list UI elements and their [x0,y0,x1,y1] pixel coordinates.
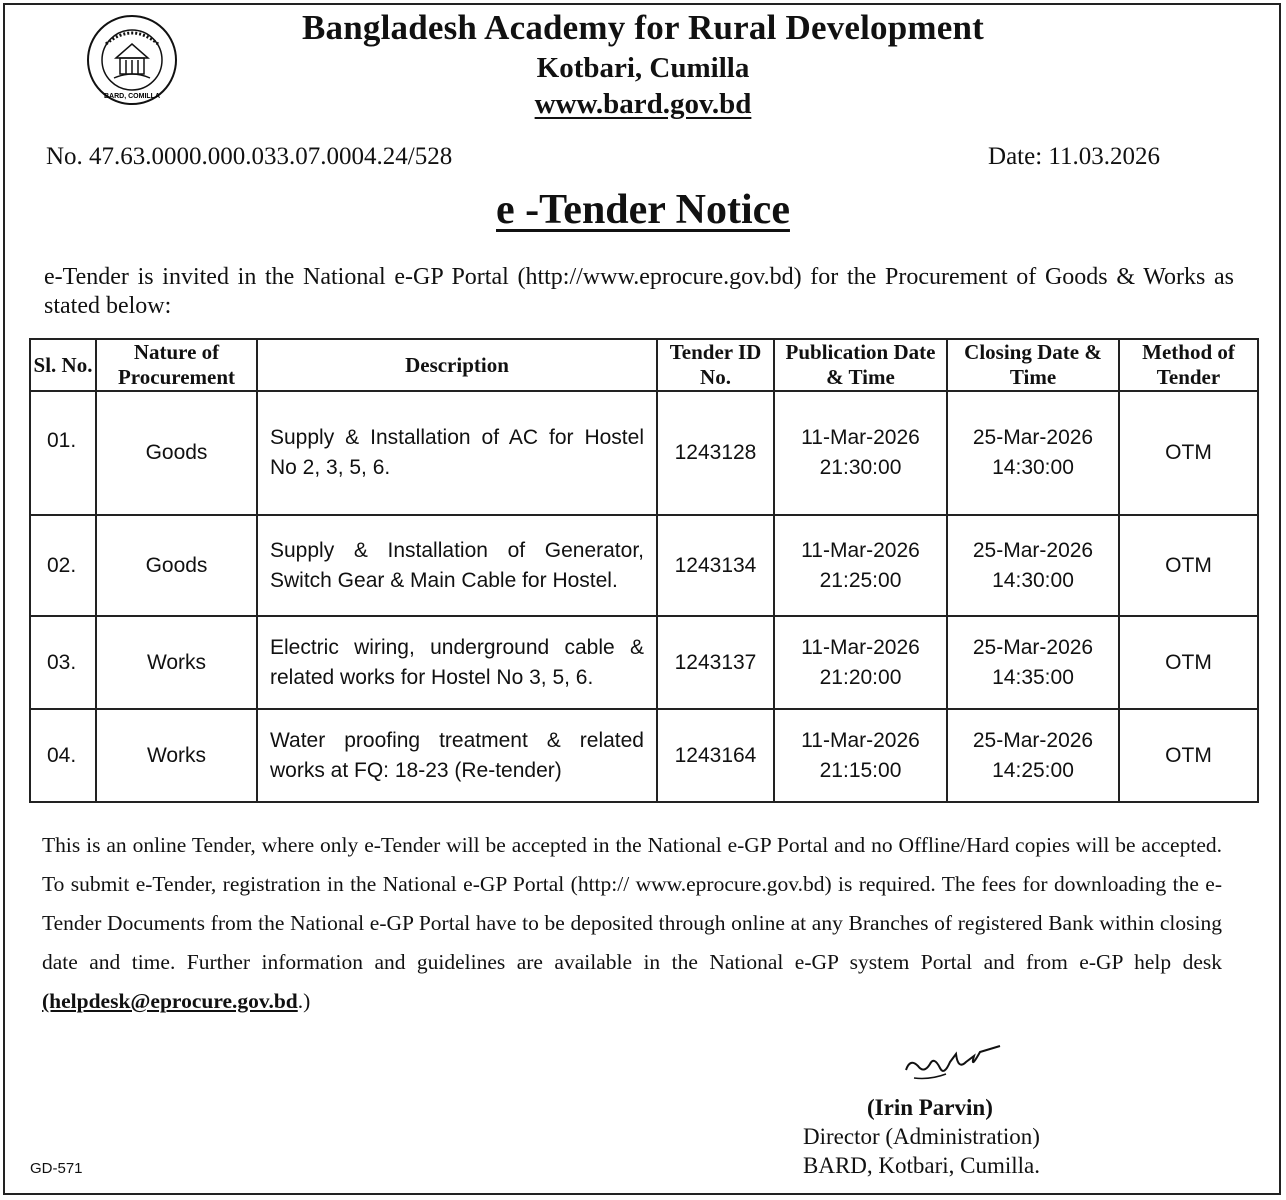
svg-text:BARD, COMILLA: BARD, COMILLA [104,93,160,100]
signature-mark [900,1040,1010,1092]
cell-method: OTM [1119,515,1258,616]
closing-time: 14:35:00 [992,665,1074,689]
cell-tender-id: 1243164 [657,709,774,802]
cell-nature: Works [96,709,257,802]
header-closing: Closing Date & Time [947,339,1119,391]
publication-time: 21:30:00 [819,456,902,479]
organization-name: Bangladesh Academy for Rural Development [301,8,985,47]
closing-time: 14:30:00 [992,456,1074,479]
notice-title: e -Tender Notice [496,187,790,233]
signatory-office: BARD, Kotbari, Cumilla. [803,1153,1041,1178]
publication-date: 11-Mar-2026 [801,538,920,562]
table-row [30,616,1258,709]
cell-publication [774,391,947,515]
cell-sl: 01. [30,391,96,515]
table-row [30,391,1258,515]
publication-time: 21:15:00 [819,758,902,782]
publication-time: 21:20:00 [819,665,902,689]
header-description: Description [257,339,657,391]
cell-closing [947,709,1119,802]
intro-paragraph: e-Tender is invited in the National e-GP Portal (http://www.eprocure.gov.bd) for the Procurement of Goods & Works as stated below: [44,264,1234,319]
cell-sl: 02. [30,515,96,616]
table-row [30,515,1258,616]
closing-time: 14:30:00 [992,568,1074,592]
closing-date: 25-Mar-2026 [972,426,1094,449]
closing-date: 25-Mar-2026 [972,538,1094,562]
instructions-closing: .) [297,989,311,1013]
table-header-row [30,339,1258,391]
signatory-designation: Director (Administration) [803,1124,1040,1149]
cell-tender-id: 1243128 [657,391,774,515]
header-method: Method of Tender [1119,339,1258,391]
publication-time: 21:25:00 [819,568,902,592]
signatory-name: (Irin Parvin) [867,1095,993,1120]
cell-closing [947,515,1119,616]
cell-sl: 04. [30,709,96,802]
cell-nature: Goods [96,391,257,515]
document-code: GD-571 [30,1160,83,1177]
cell-tender-id: 1243134 [657,515,774,616]
closing-date: 25-Mar-2026 [972,635,1094,659]
helpdesk-email-link[interactable]: (helpdesk@eprocure.gov.bd [42,989,298,1013]
memo-date: Date: 11.03.2026 [988,143,1160,170]
closing-time: 14:25:00 [992,758,1074,782]
publication-date: 11-Mar-2026 [801,728,920,752]
cell-publication [774,616,947,709]
cell-nature: Works [96,616,257,709]
closing-date: 25-Mar-2026 [972,728,1094,752]
cell-description: Electric wiring, underground cable & related works for Hostel No 3, 5, 6. [257,616,657,709]
cell-description: Water proofing treatment & related works at FQ: 18-23 (Re-tender) [257,709,657,802]
header-publication: Publication Date & Time [774,339,947,391]
tender-table [29,338,1259,803]
cell-method: OTM [1119,616,1258,709]
cell-closing [947,391,1119,515]
cell-method: OTM [1119,391,1258,515]
instructions-text: This is an online Tender, where only e-Tender will be accepted in the National e-GP Portal and no Offline/Hard copies will be accepted. To submit e-Tender, registration in the National e-GP Portal (http:// www.eprocure.gov.bd) is required. The fees for downloading the e-Tender Documents from the National e-GP Portal have to be deposited through online at any Branches of registered Bank within closing date and time. Further information and guidelines are available in the National e-GP system Portal and from e-GP help desk [42,833,1222,974]
cell-publication [774,709,947,802]
cell-publication [774,515,947,616]
cell-tender-id: 1243137 [657,616,774,709]
cell-nature: Goods [96,515,257,616]
cell-description: Supply & Installation of AC for Hostel No 2, 3, 5, 6. [257,391,657,515]
publication-date: 11-Mar-2026 [801,426,920,449]
header-nature: Nature of Procurement [96,339,257,391]
organization-location: Kotbari, Cumilla [536,52,750,84]
header-sl: Sl. No. [30,339,96,391]
instructions-paragraph [42,826,1222,1021]
cell-sl: 03. [30,616,96,709]
cell-description: Supply & Installation of Generator, Switch Gear & Main Cable for Hostel. [257,515,657,616]
organization-website[interactable]: www.bard.gov.bd [534,88,752,120]
cell-method: OTM [1119,709,1258,802]
cell-closing [947,616,1119,709]
table-row [30,709,1258,802]
header-tender-id: Tender ID No. [657,339,774,391]
publication-date: 11-Mar-2026 [801,635,920,659]
memo-number: No. 47.63.0000.000.033.07.0004.24/528 [46,143,453,170]
